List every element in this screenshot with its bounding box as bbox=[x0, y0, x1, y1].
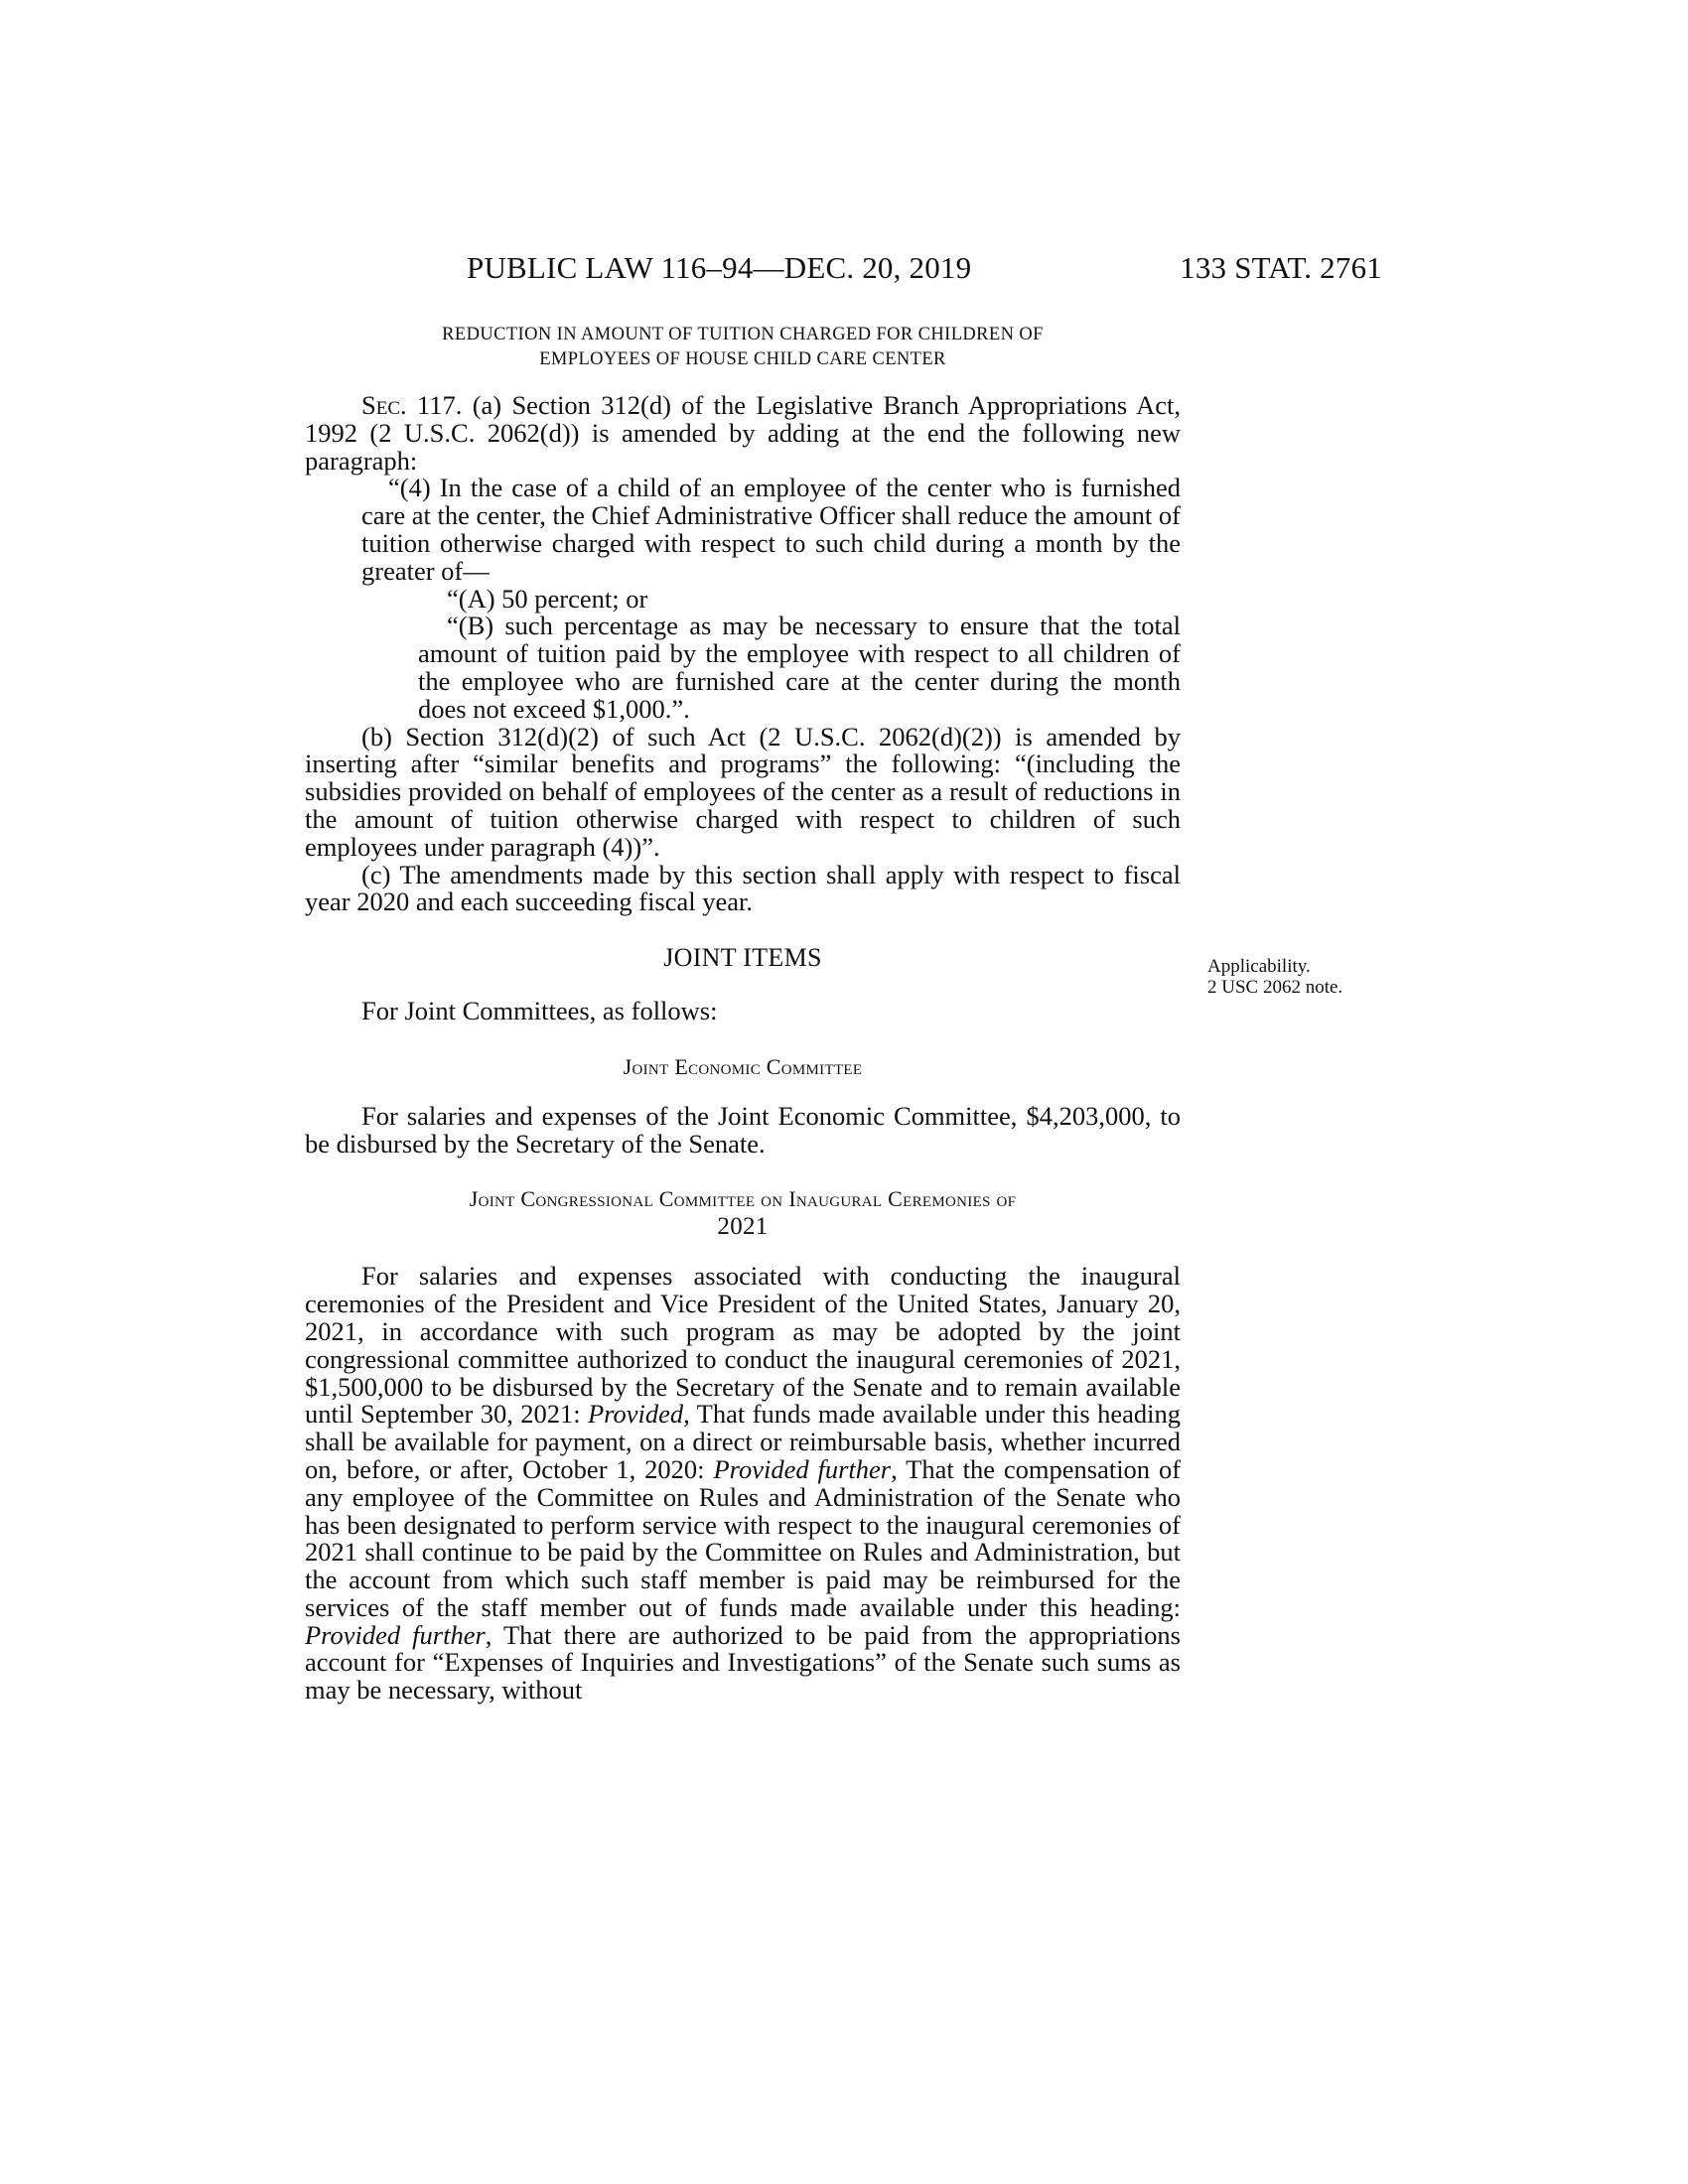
statute-page-number: 133 STAT. 2761 bbox=[1180, 250, 1382, 285]
margin-note-line-2: 2 USC 2062 note. bbox=[1207, 977, 1343, 998]
public-law-citation: PUBLIC LAW 116–94—DEC. 20, 2019 bbox=[467, 250, 972, 285]
subsection-a-text: 117. (a) Section 312(d) of the Legislative Branch Appropriations Act, 1992 (2 U.S.C. 2062(d)) is amended by adding at the end the following new paragraph: bbox=[305, 390, 1181, 476]
inaugural-text-part-4: , That there are authorized to be paid from the appropriations account for “Expenses of Inquiries and Investigations” of the Senate such sums as may be necessary, without bbox=[305, 1619, 1181, 1706]
proviso-provided-further-2: Provided further bbox=[305, 1619, 486, 1650]
clause-b: “(B) such percentage as may be necessary to ensure that the total amount of tuition paid by the employee with respect to all children of the employee who are furnished care at the center during the month does not exceed $1,000.”. bbox=[418, 611, 1181, 724]
inaugural-ceremonies-text bbox=[305, 1263, 1181, 1705]
joint-economic-committee-text: For salaries and expenses of the Joint Economic Committee, $4,203,000, to be disbursed by the Secretary of the Senate. bbox=[305, 1100, 1181, 1159]
proviso-provided: Provided bbox=[587, 1399, 684, 1430]
inaugural-text-part-3: , That the compensation of any employee of the Committee on Rules and Administration of the Senate who has been designated to perform service with respect to the inaugural ceremonies of 2021 shall continue to be paid by the Committee on Rules and Administration, but the account from which such staff member is paid may be reimbursed for the services of the staff member out of funds made available under this heading: bbox=[305, 1453, 1182, 1622]
section-117-subsection-c: (c) The amendments made by this section shall apply with respect to fiscal year 2020 and each succeeding fiscal year. bbox=[305, 859, 1181, 917]
inaugural-ceremonies-heading-year: 2021 bbox=[717, 1213, 769, 1241]
spacer bbox=[305, 1158, 1181, 1185]
section-117-heading bbox=[305, 323, 1181, 372]
main-text-column bbox=[305, 323, 1181, 1705]
section-117-heading-line-2: EMPLOYEES OF HOUSE CHILD CARE CENTER bbox=[539, 349, 946, 369]
proviso-provided-further-1: Provided further bbox=[713, 1453, 892, 1484]
joint-economic-committee-heading: Joint Economic Committee bbox=[623, 1053, 863, 1079]
running-header bbox=[300, 250, 1382, 290]
inaugural-text-part-2: , That funds made available under this heading shall be available for payment, on a direct or reimbursable basis, whether incurred on, before, or after, October 1, 2020: bbox=[305, 1399, 1181, 1484]
clause-a: “(A) 50 percent; or bbox=[447, 583, 648, 614]
inaugural-ceremonies-heading-line-1: Joint Congressional Committee on Inaugural Ceremonies of bbox=[469, 1186, 1017, 1212]
joint-items-heading: JOINT ITEMS bbox=[663, 943, 822, 973]
paragraph-4: “(4) In the case of a child of an employee of the center who is furnished care at the center, the Chief Administrative Officer shall reduce the amount of tuition otherwise charged with respect to such child during a month by the greater of— bbox=[361, 473, 1181, 586]
inaugural-ceremonies-heading bbox=[305, 1185, 1181, 1241]
joint-items-intro: For Joint Committees, as follows: bbox=[361, 995, 718, 1025]
spacer bbox=[305, 1025, 1181, 1053]
section-117-subsection-a bbox=[305, 392, 1181, 475]
section-117-subsection-b: (b) Section 312(d)(2) of such Act (2 U.S.C. 2062(d)(2)) is amended by inserting after “similar benefits and programs” the following: “(including the subsidies provided on behalf of employees of the center as a result of reductions in the amount of tuition otherwise charged with respect to children of such employees under paragraph (4))”. bbox=[305, 721, 1181, 862]
inaugural-text-part-1: For salaries and expenses associated with conducting the inaugural ceremonies of the President and Vice President of the United States, January 20, 2021, in accordance with such program as may be adopted by the joint congressional committee authorized to conduct the inaugural ceremonies of 2021, $1,500,000 to be disbursed by the Secretary of the Senate and to remain available until September 30, 2021: bbox=[305, 1261, 1181, 1430]
margin-note-line-1: Applicability. bbox=[1207, 956, 1311, 977]
margin-note-applicability bbox=[1207, 956, 1386, 998]
sec-label: Sec. bbox=[361, 390, 407, 420]
section-117-heading-line-1: REDUCTION IN AMOUNT OF TUITION CHARGED FOR CHILDREN OF bbox=[442, 325, 1044, 344]
